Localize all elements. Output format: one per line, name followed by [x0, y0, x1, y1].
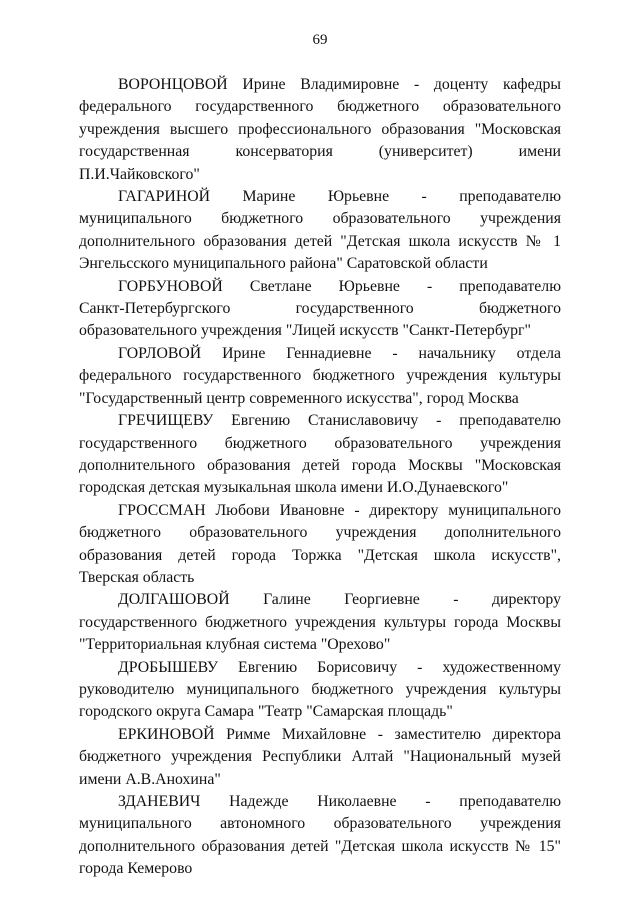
entry-line: государственного бюджетного учреждения культуры города Москвы [79, 613, 561, 631]
award-entry [79, 343, 561, 410]
entry-first-line-text: ДРОБЫШЕВУ Евгению Борисовичу - художественному [118, 658, 561, 676]
award-entry [79, 500, 561, 590]
entry-line: "Территориальная клубная система "Орехово" [79, 636, 391, 654]
entry-first-line [79, 724, 561, 746]
entry-first-line [79, 276, 561, 298]
entry-line: имени А.В.Анохина" [79, 770, 221, 788]
entry-first-line-text: ГРЕЧИЩЕВУ Евгению Станиславовичу - преподавателю [118, 412, 561, 430]
entry-line: города Кемерово [79, 860, 193, 878]
entry-line: образования детей города Торжка "Детская школа искусств", [79, 546, 561, 564]
award-entry [79, 791, 561, 881]
entry-first-line-text: ВОРОНЦОВОЙ Ирине Владимировне - доценту кафедры [118, 76, 561, 93]
award-list [79, 74, 561, 881]
entry-first-line [79, 500, 561, 522]
entry-line: дополнительного образования детей "Детская школа искусств № 15" [79, 837, 561, 855]
entry-first-line [79, 410, 561, 432]
entry-line: дополнительного образования детей "Детская школа искусств № 1 [79, 232, 561, 250]
entry-line: дополнительного образования детей города Москвы "Московская [79, 456, 561, 474]
award-entry [79, 410, 561, 500]
entry-line: государственного бюджетного образовательного учреждения [79, 434, 561, 452]
entry-first-line [79, 657, 561, 679]
entry-line: муниципального бюджетного образовательного учреждения [79, 210, 561, 228]
entry-first-line-text: ДОЛГАШОВОЙ Галине Георгиевне - директору [118, 591, 561, 609]
entry-line: образовательного учреждения "Лицей искусств "Санкт-Петербург" [79, 322, 531, 340]
entry-first-line-text: ГАГАРИНОЙ Марине Юрьевне - преподавателю [118, 188, 561, 206]
entry-line: Тверская область [79, 568, 195, 586]
entry-first-line [79, 343, 561, 365]
entry-line: "Государственный центр современного искусства", город Москва [79, 389, 519, 407]
award-entry [79, 74, 561, 186]
entry-first-line [79, 186, 561, 208]
entry-first-line-text: ГОРБУНОВОЙ Светлане Юрьевне - преподавателю [118, 277, 561, 295]
entry-line: государственная консерватория (университет) имени [79, 143, 561, 161]
entry-line: городского округа Самара "Театр "Самарская площадь" [79, 703, 453, 721]
entry-line: учреждения высшего профессионального образования "Московская [79, 120, 561, 138]
entry-first-line [79, 74, 561, 96]
entry-first-line-text: ЗДАНЕВИЧ Надежде Николаевне - преподавателю [118, 793, 561, 810]
entry-first-line-text: ГОРЛОВОЙ Ирине Геннадиевне - начальнику отдела [118, 344, 561, 362]
entry-line: бюджетного образовательного учреждения дополнительного [79, 524, 561, 542]
entry-line: городская детская музыкальная школа имени И.О.Дунаевского" [79, 479, 509, 497]
award-entry [79, 186, 561, 276]
entry-line: Энгельсского муниципального района" Саратовской области [79, 255, 488, 273]
entry-line: муниципального автономного образовательного учреждения [79, 815, 561, 833]
award-entry [79, 724, 561, 791]
entry-first-line-text: ЕРКИНОВОЙ Римме Михайловне - заместителю директора [118, 725, 561, 743]
award-entry [79, 657, 561, 724]
entry-first-line [79, 791, 561, 813]
entry-first-line [79, 589, 561, 611]
entry-line: федерального государственного бюджетного учреждения культуры [79, 367, 561, 385]
page-number: 69 [312, 32, 328, 48]
entry-line: бюджетного учреждения Республики Алтай "Национальный музей [79, 748, 561, 766]
entry-line: федерального государственного бюджетного образовательного [79, 98, 561, 116]
entry-line: Санкт-Петербургского государственного бюджетного [79, 300, 561, 318]
entry-first-line-text: ГРОССМАН Любови Ивановне - директору муниципального [118, 501, 561, 519]
award-entry [79, 276, 561, 343]
entry-line: руководителю муниципального бюджетного учреждения культуры [79, 680, 561, 698]
entry-line: П.И.Чайковского" [79, 165, 200, 183]
award-entry [79, 589, 561, 656]
